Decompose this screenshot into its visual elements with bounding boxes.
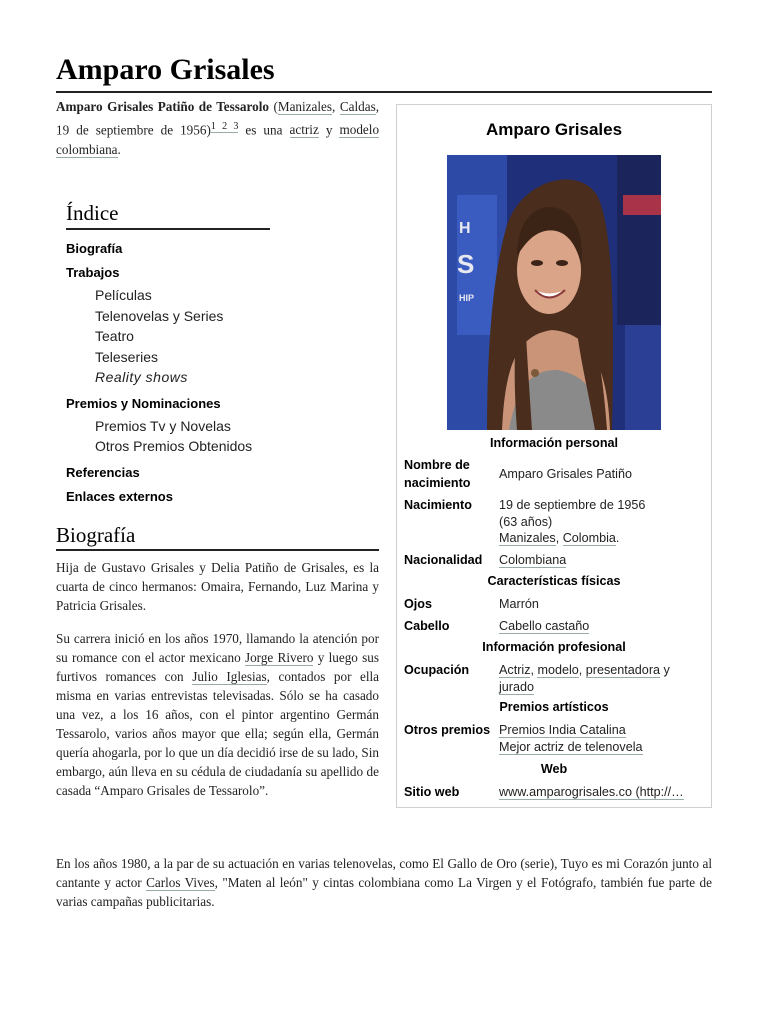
bio-paragraph-2 [56, 629, 379, 800]
bio-p3-text-b: , "Maten al león" y cintas colombiana como La Virgen y el Fotógrafo, también fue parte de varias campañas publicitarias. [56, 875, 713, 909]
toc-item-teatro[interactable]: Teatro [95, 328, 134, 344]
value-birth [499, 497, 704, 547]
bio-p3-text-a: En los años 1980, a la par de su actuación en varias telenovelas, como El Gallo de Oro (serie), Tuyo es mi Corazón junto al cantante y actor [56, 856, 712, 890]
label-eyes: Ojos [404, 597, 432, 611]
toc-item-trabajos[interactable]: Trabajos [66, 265, 120, 280]
reference-links[interactable]: 1 2 3 [210, 121, 239, 132]
intro-and: y [325, 122, 333, 138]
intro-text: es una [245, 122, 283, 138]
link-carlos-vives[interactable]: Carlos Vives [146, 875, 215, 890]
svg-text:HIP: HIP [459, 293, 475, 303]
link-website[interactable]: www.amparogrisales.co (http://… [499, 785, 684, 799]
label-birth: Nacimiento [404, 498, 472, 512]
link-jurado[interactable]: jurado [499, 679, 535, 694]
title-divider [56, 91, 712, 93]
toc-item-otros-premios[interactable]: Otros Premios Obtenidos [95, 438, 253, 454]
link-actriz-occ[interactable]: Actriz [499, 663, 531, 677]
value-nationality [499, 552, 704, 569]
label-website: Sitio web [404, 785, 460, 799]
link-birth-city[interactable]: Manizales [499, 531, 556, 545]
value-birth-place: Manizales, Colombia. [499, 531, 620, 545]
intro-paragraph: Amparo Grisales Patiño de Tessarolo (Manizales, Caldas, 19 de septiembre de 1956)$^{1 2 3}$ es una actriz y modelo colombiana. [56, 99, 380, 158]
section-divider [56, 549, 379, 551]
toc-divider [66, 228, 270, 230]
bio-paragraph-3 [56, 854, 712, 911]
value-hair [499, 618, 704, 635]
infobox-section-web: Web [540, 762, 568, 776]
link-nationality[interactable]: Colombiana [499, 553, 567, 567]
birth-date-text: 19 de septiembre de 1956 [56, 122, 207, 138]
subject-full-name: Amparo Grisales Patiño de Tessarolo [56, 99, 269, 114]
link-jorge-rivero[interactable]: Jorge Rivero [244, 650, 314, 665]
bio-p2-text-c: , contados por ella misma en varias entrevistas televisadas. Sólo se ha casado una vez, a los 16 años, con el pintor argentino Germán Tessarolo, varios años mayor que ella; según ella, Germán quería ahogarla, por lo que un día decidió irse de su lado, Sin embargo, aún lleva en su cédula de ciudadanía su apellido de casada “Amparo Grisales de Tessarolo”. [56, 669, 380, 798]
value-birth-age: (63 años) [499, 514, 553, 529]
toc-item-premios-tv[interactable]: Premios Tv y Novelas [95, 417, 231, 434]
value-other-awards [499, 722, 704, 755]
svg-text:S: S [457, 249, 475, 279]
value-occupation: Actriz, modelo, presentadora y jurado [499, 663, 670, 694]
value-website [499, 784, 704, 801]
link-modelo[interactable]: modelo [339, 122, 380, 138]
link-colombiana[interactable]: colombiana [56, 142, 118, 158]
toc-item-premios[interactable]: Premios y Nominaciones [66, 395, 221, 411]
infobox [396, 104, 712, 808]
svg-text:H: H [459, 220, 471, 237]
portrait-photo [447, 155, 661, 430]
label-nationality: Nacionalidad [404, 553, 483, 567]
link-caldas[interactable]: Caldas [339, 99, 376, 114]
link-presentadora[interactable]: presentadora [585, 663, 661, 677]
bio-p2-text-a: Su carrera inició en los años 1970, llamando la atención por su romance con el actor mexicano [56, 631, 379, 665]
link-hair[interactable]: Cabello castaño [499, 619, 590, 633]
link-modelo-occ[interactable]: modelo [537, 663, 579, 677]
toc-item-reality-shows[interactable]: Reality shows [95, 369, 188, 385]
infobox-section-physical: Características físicas [487, 574, 621, 588]
value-eyes: Marrón [499, 597, 539, 611]
label-hair: Cabello [404, 619, 450, 633]
link-julio-iglesias[interactable]: Julio Iglesias [192, 669, 267, 684]
label-occupation: Ocupación [404, 663, 470, 677]
label-other-awards: Otros premios [404, 723, 491, 737]
section-heading-biografia: Biografía [56, 523, 136, 547]
infobox-section-awards: Premios artísticos [499, 700, 609, 714]
infobox-section-professional: Información profesional [482, 640, 626, 654]
link-premios-india-catalina[interactable]: Premios India Catalina [499, 723, 626, 737]
value-birth-name: Amparo Grisales Patiño [499, 467, 632, 481]
table-of-contents [66, 199, 356, 509]
link-actriz[interactable]: actriz [289, 122, 319, 138]
occupation-and: y [663, 663, 670, 677]
infobox-section-personal: Información personal [489, 436, 619, 450]
link-birth-country[interactable]: Colombia [562, 531, 616, 545]
toc-item-enlaces[interactable]: Enlaces externos [66, 488, 173, 504]
bio-p2-text-b: y luego sus furtivos romances con [56, 650, 380, 684]
toc-item-referencias[interactable]: Referencias [66, 464, 140, 480]
toc-item-biografia[interactable]: Biografía [66, 241, 123, 256]
page-title: Amparo Grisales [56, 53, 275, 86]
infobox-title: Amparo Grisales [485, 120, 623, 139]
label-birth-name: Nombre de nacimiento [404, 458, 471, 490]
toc-item-teleseries[interactable]: Teleseries [95, 348, 159, 365]
toc-heading: Índice [66, 201, 119, 225]
toc-item-peliculas[interactable]: Películas [95, 287, 152, 303]
link-manizales[interactable]: Manizales [277, 99, 333, 114]
toc-item-telenovelas[interactable]: Telenovelas y Series [95, 307, 224, 324]
link-mejor-actriz[interactable]: Mejor actriz de telenovela [499, 739, 643, 754]
bio-paragraph-1: Hija de Gustavo Grisales y Delia Patiño de Grisales, es la cuarta de cinco hermanos: Omaira, Fernando, Luz Marina y Patricia Grisales. [56, 560, 379, 613]
value-birth-date: 19 de septiembre de 1956 [499, 498, 646, 512]
